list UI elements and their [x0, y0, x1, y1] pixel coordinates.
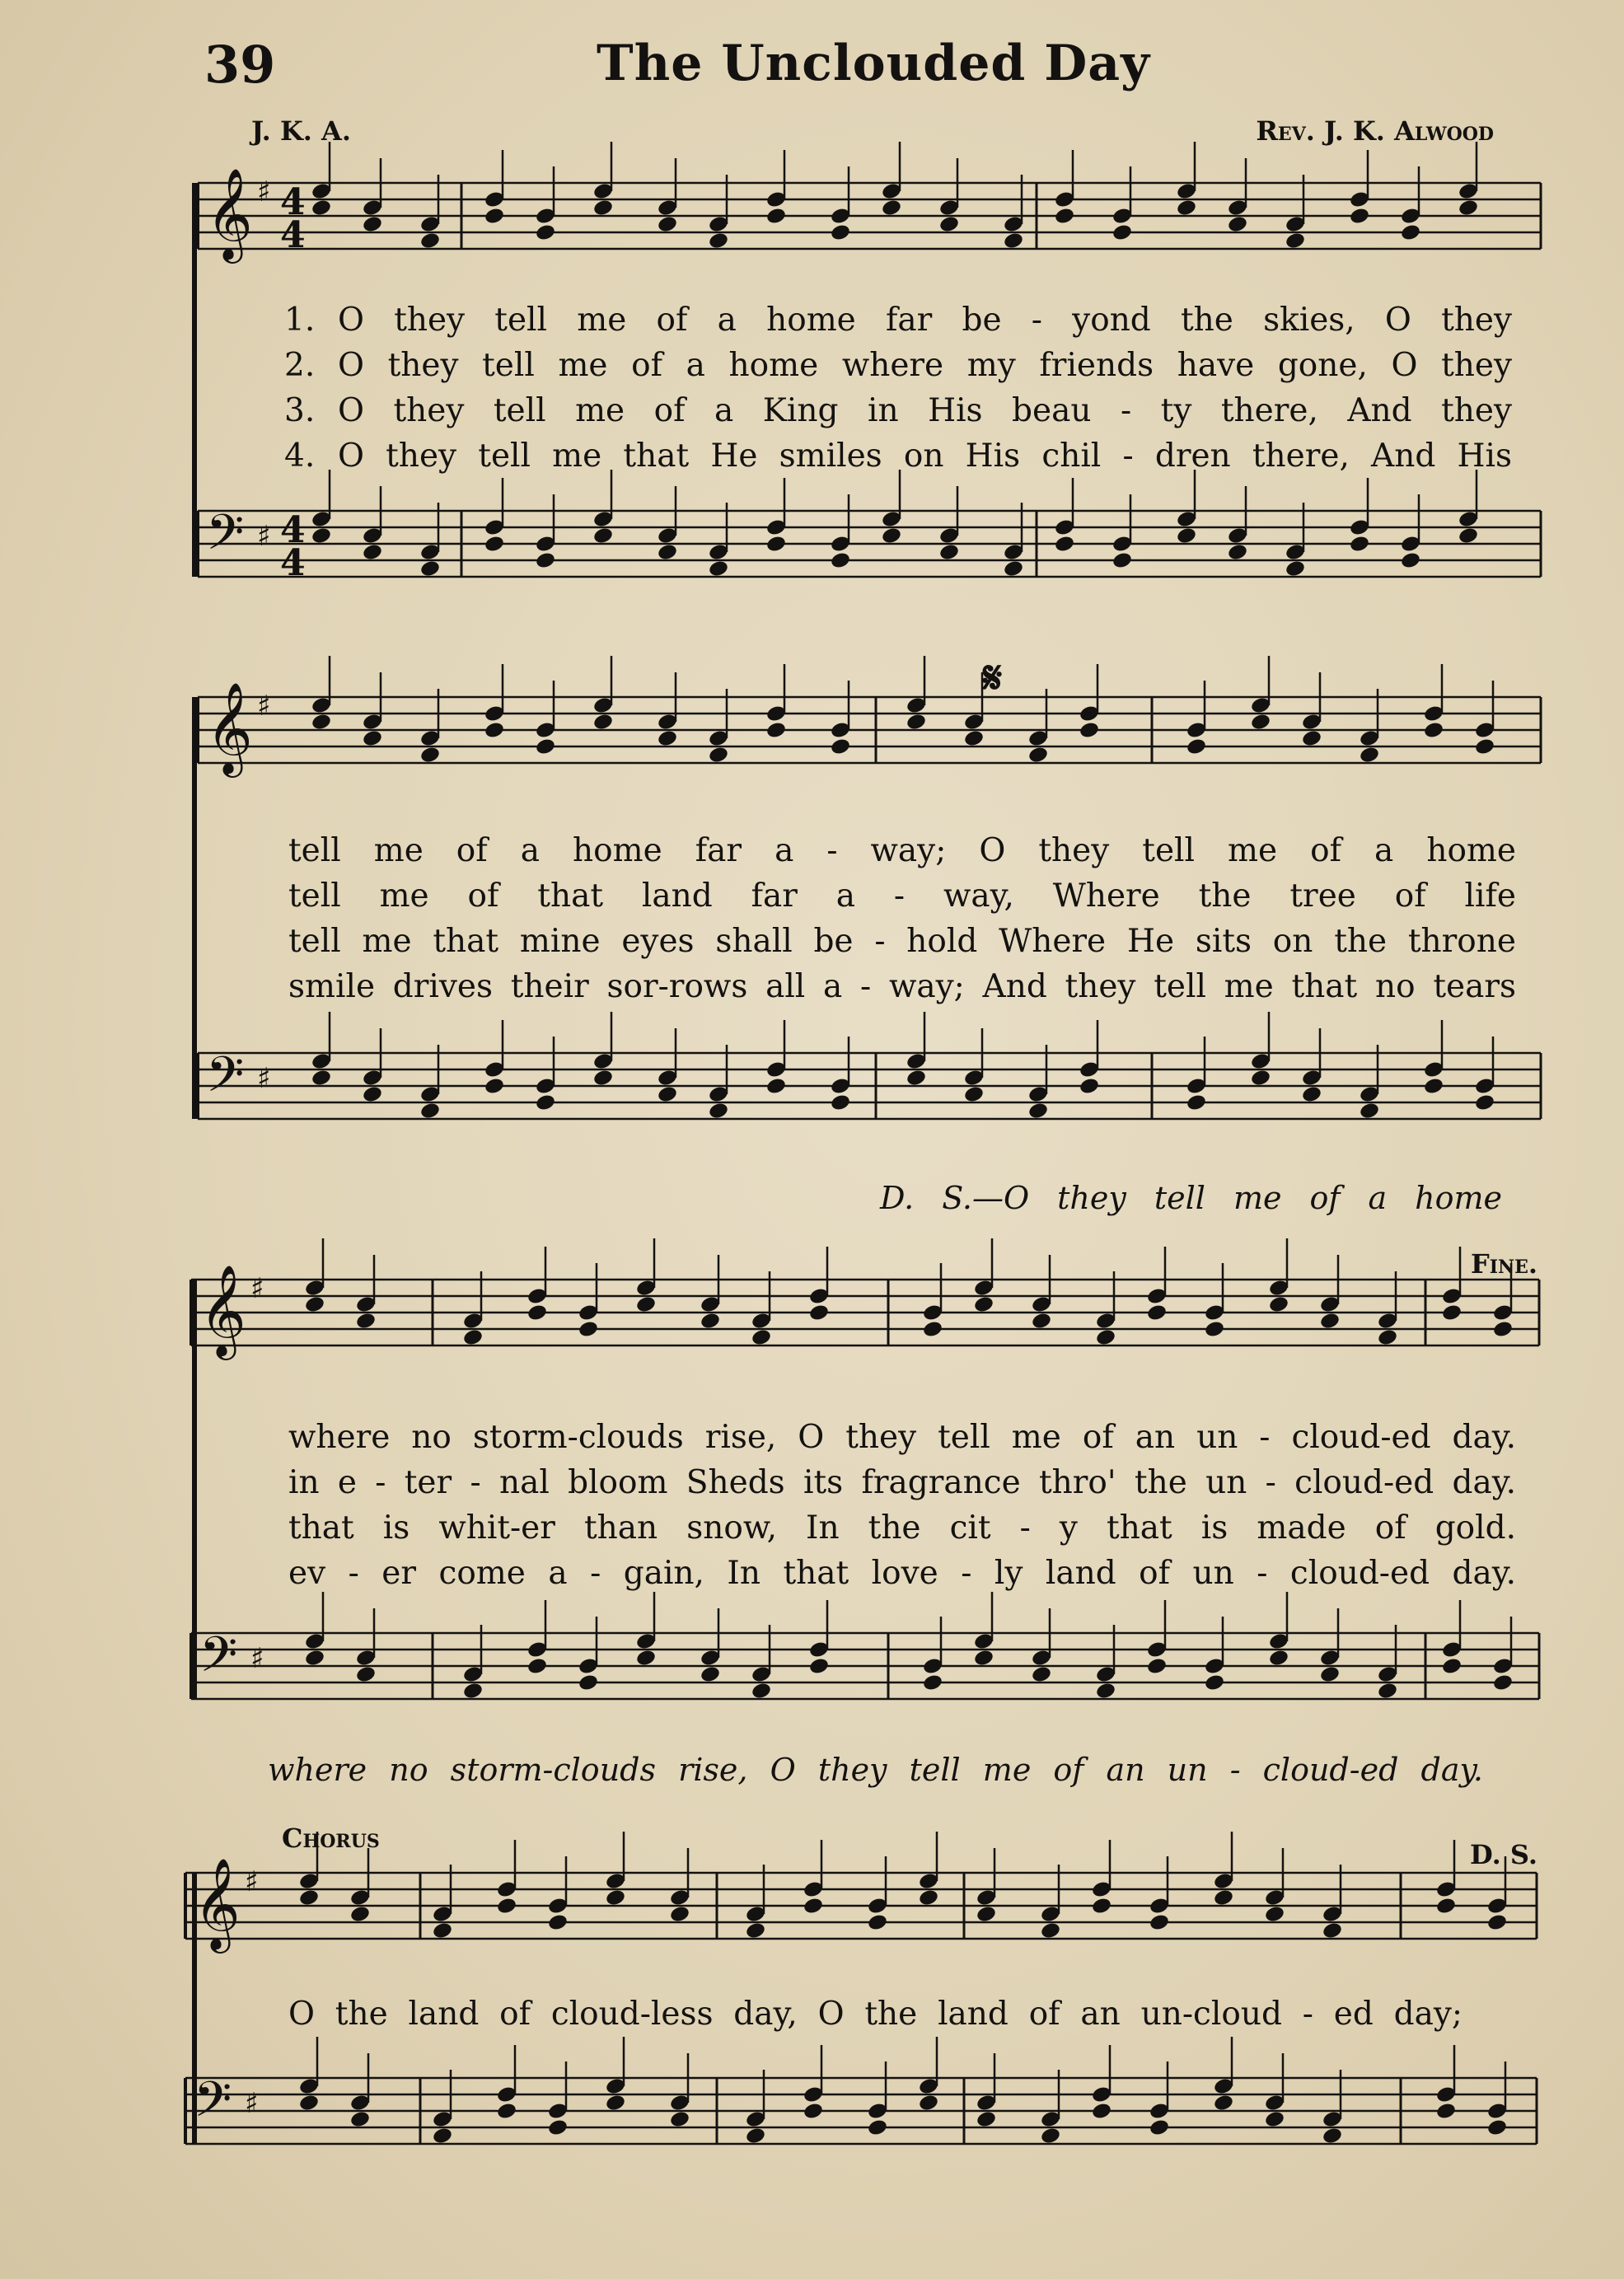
- note-head: [462, 1328, 484, 1347]
- note-head: [1319, 1665, 1341, 1684]
- note-head: [311, 526, 332, 545]
- note-head: [298, 1888, 320, 1907]
- note-head: [535, 551, 556, 570]
- note-head: [1250, 713, 1271, 732]
- treble-clef-icon: 𝄞: [206, 681, 253, 774]
- note-head: [419, 232, 441, 250]
- note-head: [484, 207, 505, 226]
- note-head: [349, 2110, 371, 2129]
- note-head: [1204, 1673, 1225, 1692]
- note-head: [918, 1888, 939, 1907]
- note-head: [304, 1649, 325, 1668]
- treble-clef-icon: 𝄞: [199, 1264, 246, 1356]
- hymn-number: 39: [204, 35, 276, 95]
- note-head: [635, 1649, 657, 1668]
- note-head: [484, 1077, 505, 1096]
- ds-text: D. S.—O they tell me of a home: [880, 1180, 1502, 1216]
- note-head: [867, 2118, 888, 2137]
- note-head: [973, 1295, 995, 1314]
- note-head: [1040, 2127, 1061, 2146]
- note-head: [881, 199, 902, 218]
- note-head: [349, 1905, 371, 1924]
- note-head: [605, 2094, 626, 2113]
- note-head: [830, 223, 851, 242]
- note-head: [976, 1905, 997, 1924]
- note-head: [1400, 551, 1421, 570]
- note-head: [751, 1682, 772, 1701]
- note-head: [1268, 1295, 1289, 1314]
- note-head: [708, 559, 729, 578]
- note-head: [830, 551, 851, 570]
- sharp-icon: ♯: [250, 1642, 264, 1675]
- note-head: [362, 215, 383, 234]
- note-head: [1027, 1102, 1049, 1121]
- note-head: [1112, 551, 1133, 570]
- chorus-label: Chorus: [282, 1823, 380, 1854]
- sharp-icon: ♯: [245, 2087, 259, 2120]
- note-head: [1322, 2127, 1343, 2146]
- note-head: [1486, 2118, 1508, 2137]
- verse-3-line-2: tell me that mine eyes shall be - hold Where He sits on the throne: [288, 923, 1516, 960]
- note-head: [1146, 1657, 1168, 1676]
- note-head: [1492, 1673, 1514, 1692]
- note-head: [484, 535, 505, 554]
- note-head: [657, 215, 678, 234]
- note-head: [708, 746, 729, 765]
- sharp-icon: ♯: [257, 1062, 271, 1095]
- note-head: [1213, 1888, 1234, 1907]
- verse-4-line-1: O they tell me that He smiles on His chil - dren there, And His: [338, 438, 1512, 475]
- note-head: [765, 721, 787, 740]
- note-head: [362, 729, 383, 748]
- note-head: [1474, 737, 1495, 756]
- note-head: [1400, 223, 1421, 242]
- note-head: [881, 526, 902, 545]
- note-head: [362, 1085, 383, 1104]
- note-head: [547, 1913, 569, 1932]
- note-head: [1095, 1328, 1116, 1347]
- note-head: [669, 1905, 690, 1924]
- note-head: [635, 1295, 657, 1314]
- note-head: [1112, 223, 1133, 242]
- note-head: [605, 1888, 626, 1907]
- note-head: [657, 543, 678, 562]
- note-head: [592, 713, 614, 732]
- note-head: [1227, 543, 1248, 562]
- note-head: [1264, 2110, 1285, 2129]
- note-head: [1095, 1682, 1116, 1701]
- note-head: [1031, 1312, 1052, 1331]
- bass-clef-icon: 𝄢: [194, 2071, 232, 2140]
- note-head: [803, 2102, 824, 2121]
- note-head: [1492, 1320, 1514, 1339]
- note-head: [1268, 1649, 1289, 1668]
- note-head: [963, 729, 985, 748]
- sharp-icon: ♯: [245, 1865, 259, 1898]
- fine-mark: Fine.: [1470, 1248, 1537, 1280]
- note-head: [304, 1295, 325, 1314]
- time-signature: 4: [280, 214, 306, 256]
- note-head: [311, 1069, 332, 1088]
- note-head: [906, 713, 927, 732]
- note-head: [592, 526, 614, 545]
- note-head: [419, 746, 441, 765]
- note-head: [1423, 1077, 1444, 1096]
- note-head: [765, 535, 787, 554]
- note-head: [535, 1093, 556, 1112]
- verse-1-line-1: O they tell me of a home far be - yond the skies, O they: [338, 302, 1512, 339]
- note-head: [918, 2094, 939, 2113]
- note-head: [355, 1312, 377, 1331]
- note-head: [355, 1665, 377, 1684]
- note-head: [745, 1921, 766, 1940]
- note-head: [432, 2127, 453, 2146]
- verse-3-line-1: O they tell me of a King in His beau - ty there, And they: [338, 392, 1512, 429]
- note-head: [484, 721, 505, 740]
- note-head: [419, 559, 441, 578]
- note-head: [1301, 1085, 1322, 1104]
- note-head: [1003, 559, 1024, 578]
- note-head: [1079, 1077, 1100, 1096]
- note-head: [1285, 232, 1306, 250]
- note-head: [1285, 559, 1306, 578]
- note-head: [830, 1093, 851, 1112]
- note-head: [1486, 1913, 1508, 1932]
- note-head: [700, 1665, 721, 1684]
- bass-echo-text: where no storm-clouds rise, O they tell me of an un - cloud-ed day.: [268, 1752, 1483, 1788]
- treble-clef-icon: 𝄞: [206, 167, 253, 260]
- sharp-icon: ♯: [257, 520, 271, 553]
- note-head: [830, 737, 851, 756]
- note-head: [1264, 1905, 1285, 1924]
- verse-3-line-3: that is whit-er than snow, In the cit - y that is made of gold.: [288, 1509, 1516, 1547]
- note-head: [1186, 737, 1207, 756]
- note-head: [419, 1102, 441, 1121]
- note-head: [1146, 1303, 1168, 1322]
- time-signature: 4: [280, 509, 306, 551]
- note-head: [745, 2127, 766, 2146]
- bass-clef-icon: 𝄢: [206, 1046, 245, 1115]
- note-head: [700, 1312, 721, 1331]
- ds-mark: D. S.: [1470, 1839, 1537, 1870]
- note-head: [938, 215, 960, 234]
- note-head: [922, 1320, 943, 1339]
- note-head: [657, 729, 678, 748]
- note-head: [906, 1069, 927, 1088]
- verse-2-line-1: O they tell me of a home where my friends have gone, O they: [338, 347, 1512, 384]
- note-head: [462, 1682, 484, 1701]
- note-head: [298, 2094, 320, 2113]
- note-head: [1149, 2118, 1170, 2137]
- hymn-title: The Unclouded Day: [597, 35, 1150, 92]
- note-head: [1149, 1913, 1170, 1932]
- verse-number: 4.: [284, 438, 316, 475]
- note-head: [1359, 1102, 1380, 1121]
- note-head: [751, 1328, 772, 1347]
- sharp-icon: ♯: [257, 175, 271, 208]
- verse-2-line-2: tell me of that land far a - way, Where the tree of life: [288, 877, 1516, 915]
- note-head: [1054, 535, 1075, 554]
- note-head: [527, 1303, 548, 1322]
- note-head: [1027, 746, 1049, 765]
- verse-number: 1.: [284, 302, 316, 339]
- note-head: [1250, 1069, 1271, 1088]
- note-head: [963, 1085, 985, 1104]
- note-head: [311, 199, 332, 218]
- note-head: [1176, 526, 1197, 545]
- note-head: [803, 1897, 824, 1916]
- note-head: [1091, 1897, 1112, 1916]
- note-head: [808, 1657, 830, 1676]
- note-head: [1377, 1328, 1398, 1347]
- note-head: [496, 2102, 517, 2121]
- note-head: [1301, 729, 1322, 748]
- note-head: [922, 1673, 943, 1692]
- note-head: [1441, 1303, 1463, 1322]
- note-head: [657, 1085, 678, 1104]
- note-head: [765, 207, 787, 226]
- sharp-icon: ♯: [250, 1272, 264, 1305]
- note-head: [867, 1913, 888, 1932]
- note-head: [976, 2110, 997, 2129]
- chorus-lyric: O the land of cloud-less day, O the land of an un-cloud - ed day;: [288, 1996, 1463, 2033]
- note-head: [311, 713, 332, 732]
- note-head: [1204, 1320, 1225, 1339]
- note-head: [1319, 1312, 1341, 1331]
- time-signature: 4: [280, 542, 306, 584]
- segno-sign: 𝄋: [983, 651, 1003, 704]
- note-head: [1474, 1093, 1495, 1112]
- note-head: [547, 2118, 569, 2137]
- note-head: [496, 1897, 517, 1916]
- note-head: [1359, 746, 1380, 765]
- note-head: [1458, 199, 1479, 218]
- sharp-icon: ♯: [257, 690, 271, 723]
- note-head: [535, 737, 556, 756]
- note-head: [808, 1303, 830, 1322]
- verse-1-line-3: where no storm-clouds rise, O they tell me of an un - cloud-ed day.: [288, 1419, 1516, 1456]
- note-head: [765, 1077, 787, 1096]
- note-head: [1213, 2094, 1234, 2113]
- note-head: [527, 1657, 548, 1676]
- note-head: [1186, 1093, 1207, 1112]
- note-head: [1054, 207, 1075, 226]
- verse-number: 3.: [284, 392, 316, 429]
- note-head: [592, 1069, 614, 1088]
- note-head: [1227, 215, 1248, 234]
- verse-4-line-2: smile drives their sor-rows all a - way; And they tell me that no tears: [288, 968, 1516, 1005]
- note-head: [592, 199, 614, 218]
- bass-clef-icon: 𝄢: [199, 1626, 238, 1695]
- treble-clef-icon: 𝄞: [194, 1857, 241, 1949]
- bass-clef-icon: 𝄢: [206, 503, 245, 573]
- note-head: [669, 2110, 690, 2129]
- verse-4-line-3: ev - er come a - gain, In that love - ly land of un - cloud-ed day.: [288, 1555, 1516, 1592]
- verse-1-line-2: tell me of a home far a - way; O they tell me of a home: [288, 832, 1516, 869]
- verse-2-line-3: in e - ter - nal bloom Sheds its fragrance thro' the un - cloud-ed day.: [288, 1464, 1516, 1501]
- note-head: [1091, 2102, 1112, 2121]
- time-signature: 4: [280, 181, 306, 223]
- note-head: [708, 232, 729, 250]
- note-head: [1176, 199, 1197, 218]
- note-head: [1377, 1682, 1398, 1701]
- note-head: [432, 1921, 453, 1940]
- note-head: [1435, 2102, 1457, 2121]
- verse-number: 2.: [284, 347, 316, 384]
- note-head: [1040, 1921, 1061, 1940]
- note-head: [1441, 1657, 1463, 1676]
- note-head: [1349, 207, 1370, 226]
- note-head: [1458, 526, 1479, 545]
- composer-credit: Rev. J. K. Alwood: [1256, 115, 1494, 147]
- note-head: [535, 223, 556, 242]
- note-head: [1435, 1897, 1457, 1916]
- note-head: [1423, 721, 1444, 740]
- note-head: [1031, 1665, 1052, 1684]
- note-head: [1349, 535, 1370, 554]
- note-head: [973, 1649, 995, 1668]
- note-head: [578, 1673, 599, 1692]
- note-head: [1003, 232, 1024, 250]
- note-head: [578, 1320, 599, 1339]
- lyricist-credit: J. K. A.: [251, 115, 351, 147]
- note-head: [938, 543, 960, 562]
- note-head: [708, 1102, 729, 1121]
- note-head: [1322, 1921, 1343, 1940]
- note-head: [1079, 721, 1100, 740]
- note-head: [362, 543, 383, 562]
